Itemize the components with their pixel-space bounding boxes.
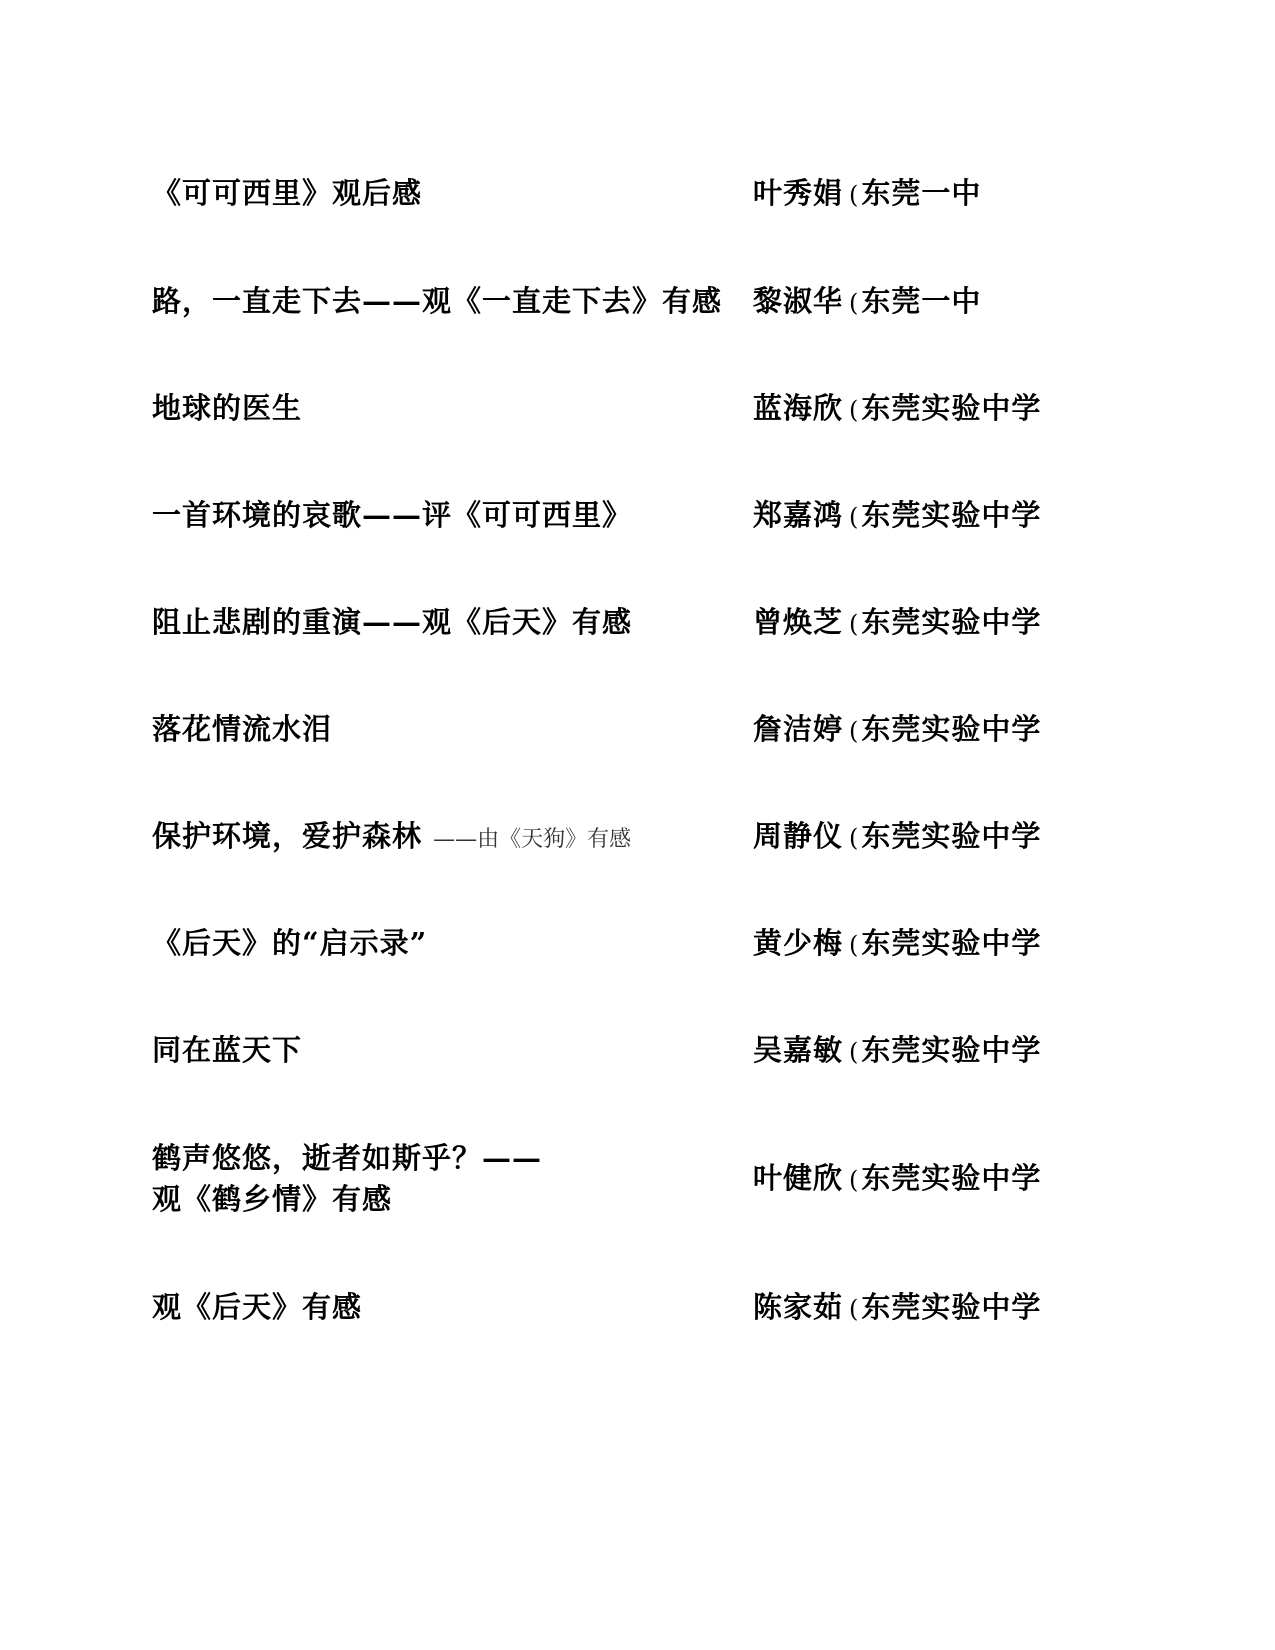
essay-author (753, 387, 1041, 431)
essay-title-line-1: 鹤声悠悠，逝者如斯乎？—— (152, 1141, 543, 1175)
essay-title-sub: ——由《天狗》有感 (433, 827, 632, 852)
essay-author (753, 922, 1041, 966)
essay-title: 《可可西里》观后感 (152, 176, 423, 210)
paren: ( (849, 1038, 860, 1066)
author-name: 郑嘉鸿 (753, 498, 844, 532)
author-school: 东莞一中 (861, 176, 982, 210)
author-name: 蓝海欣 (753, 391, 844, 425)
author-school: 东莞一中 (861, 284, 982, 318)
author-school: 东莞实验中学 (861, 712, 1042, 746)
paren: ( (849, 931, 860, 959)
author-school: 东莞实验中学 (861, 1290, 1042, 1324)
essay-title: 阻止悲剧的重演——观《后天》有感 (152, 605, 633, 639)
author-name: 陈家茹 (753, 1290, 844, 1324)
author-school: 东莞实验中学 (861, 605, 1042, 639)
essay-title-line-2: 观《鹤乡情》有感 (152, 1182, 393, 1216)
paren: ( (849, 503, 860, 531)
paren: ( (849, 1166, 860, 1194)
essay-title: 落花情流水泪 (152, 712, 333, 746)
author-school: 东莞实验中学 (861, 1033, 1042, 1067)
author-school: 东莞实验中学 (861, 498, 1042, 532)
essay-author (753, 494, 1041, 538)
author-name: 黄少梅 (753, 926, 844, 960)
paren: ( (849, 289, 860, 317)
author-school: 东莞实验中学 (861, 819, 1042, 853)
essay-title: 《后天》的“启示录” (152, 926, 428, 960)
paren: ( (849, 717, 860, 745)
author-school: 东莞实验中学 (861, 391, 1042, 425)
author-name: 叶秀娟 (753, 176, 844, 210)
author-school: 东莞实验中学 (861, 1161, 1042, 1195)
author-school: 东莞实验中学 (861, 926, 1042, 960)
essay-title: 同在蓝天下 (152, 1033, 303, 1067)
paren: ( (849, 610, 860, 638)
essay-title: 地球的医生 (152, 391, 303, 425)
essay-title (152, 815, 732, 861)
author-name: 詹洁婷 (753, 712, 844, 746)
author-name: 曾焕芝 (753, 605, 844, 639)
essay-author (753, 1157, 1041, 1201)
essay-author (753, 172, 981, 216)
essay-author (753, 1029, 1041, 1073)
author-name: 叶健欣 (753, 1161, 844, 1195)
author-name: 黎淑华 (753, 284, 844, 318)
paren: ( (849, 1295, 860, 1323)
paren: ( (849, 824, 860, 852)
essay-author (753, 601, 1041, 645)
author-name: 吴嘉敏 (753, 1033, 844, 1067)
author-name: 周静仪 (753, 819, 844, 853)
essay-title: 观《后天》有感 (152, 1290, 363, 1324)
essay-title: 一首环境的哀歌——评《可可西里》 (152, 498, 633, 532)
essay-title: 路，一直走下去——观《一直走下去》有感 (152, 284, 723, 318)
essay-author (753, 280, 981, 324)
essay-author (753, 815, 1041, 859)
essay-author (753, 708, 1041, 752)
paren: ( (849, 396, 860, 424)
essay-author (753, 1286, 1041, 1330)
paren: ( (849, 181, 860, 209)
essay-title-main: 保护环境，爱护森林 (152, 819, 423, 853)
